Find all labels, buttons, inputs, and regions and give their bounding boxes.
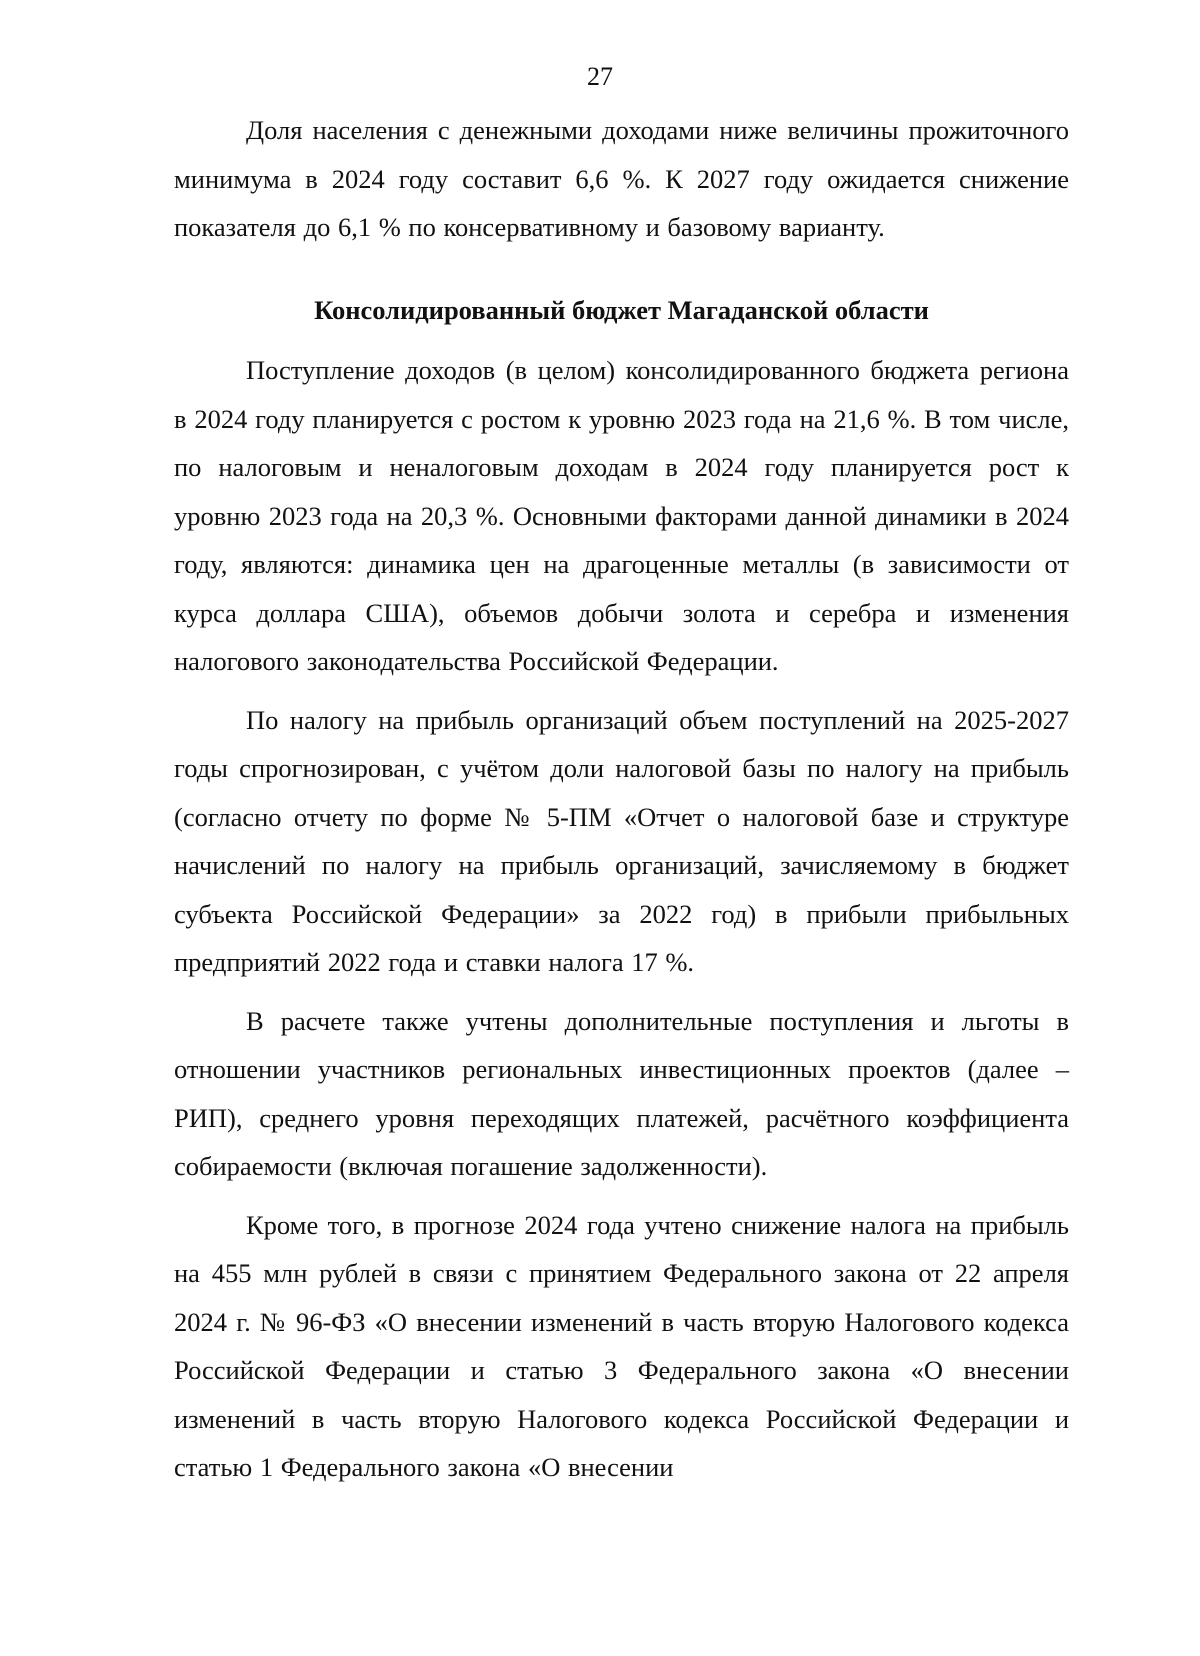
body-paragraph-3: В расчете также учтены дополнительные поступления и льготы в отношении участников региональных инвестиционных проектов (далее – РИП), среднего уровня переходящих платежей, расчётного коэффициента собираемости (включая погашение задолженности).	[174, 1005, 1069, 1181]
page-content	[174, 106, 1069, 1492]
body-paragraph-2: По налогу на прибыль организаций объем поступлений на 2025-2027 годы спрогнозирован, с учётом доли налоговой базы по налогу на прибыль (согласно отчету по форме № 5-ПМ «Отчет о налоговой базе и структуре начислений по налогу на прибыль организаций, зачисляемому в бюджет субъекта Российской Федерации» за 2022 год) в прибыли прибыльных предприятий 2022 года и ставки налога 17 %.	[174, 704, 1069, 977]
body-paragraph-1: Поступление доходов (в целом) консолидированного бюджета региона в 2024 году планируется с ростом к уровню 2023 года на 21,6 %. В том числе, по налоговым и неналоговым доходам в 2024 году планируется рост к уровню 2023 года на 20,3 %. Основными факторами данной динамики в 2024 году, являются: динамика цен на драгоценные металлы (в зависимости от курса доллара США), объемов добычи золота и серебра и изменения налогового законодательства Российской Федерации.	[174, 355, 1069, 676]
page-number: 27	[587, 62, 613, 91]
section-title: Консолидированный бюджет Магаданской области	[314, 294, 929, 325]
intro-paragraph: Доля населения с денежными доходами ниже величины прожиточного минимума в 2024 году составит 6,6 %. К 2027 году ожидается снижение показателя до 6,1 % по консервативному и базовому варианту.	[174, 115, 1069, 242]
body-paragraph-4: Кроме того, в прогнозе 2024 года учтено снижение налога на прибыль на 455 млн рублей в связи с принятием Федерального закона от 22 апреля 2024 г. № 96-ФЗ «О внесении изменений в часть вторую Налогового кодекса Российской Федерации и статью 3 Федерального закона «О внесении изменений в часть вторую Налогового кодекса Российской Федерации и статью 1 Федерального закона «О внесении	[174, 1209, 1069, 1482]
